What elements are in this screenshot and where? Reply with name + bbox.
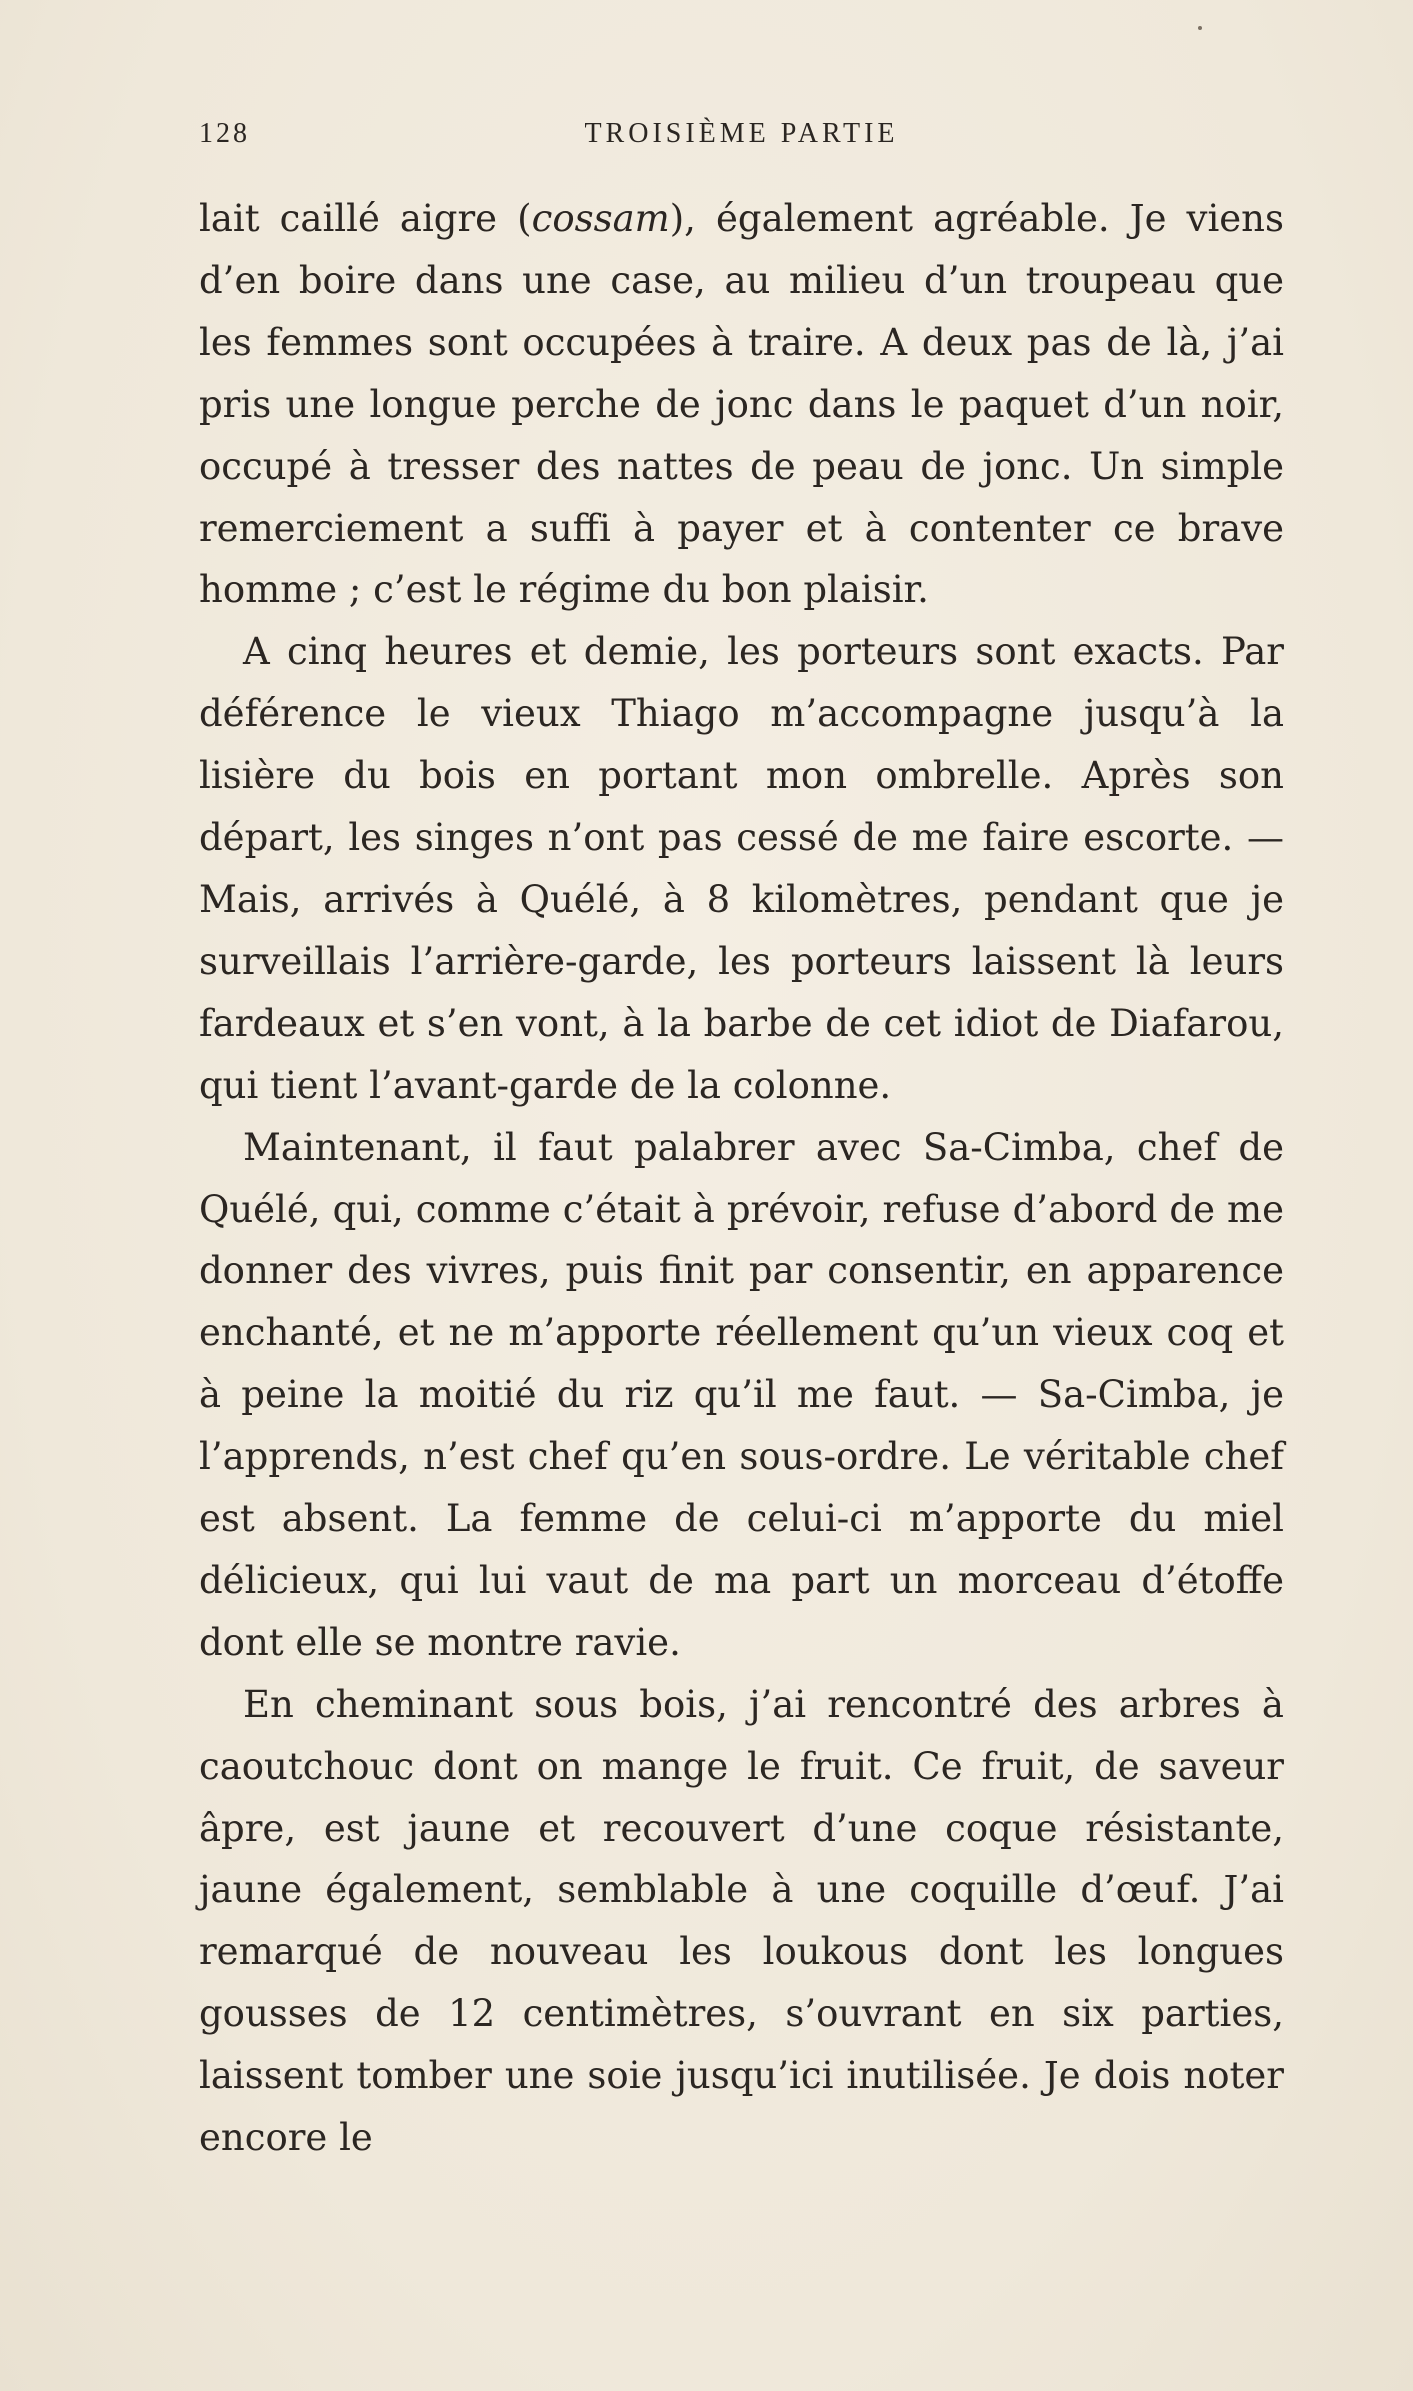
paper-speck	[1198, 26, 1202, 30]
paragraph-1	[199, 188, 1284, 621]
italic-term: cossam	[531, 197, 670, 240]
paragraph-1-rest: ), également agréable. Je viens d’en boire dans une case, au milieu d’un troupeau que les femmes sont occupées à traire. A deux pas de là, j’ai pris une longue perche de jonc dans le paquet d’un noir, occupé à tresser des nattes de peau de jonc. Un simple remerciement a suffi à payer et à contenter ce brave homme ; c’est le régime du bon plaisir.	[199, 197, 1284, 612]
page-number: 128	[199, 118, 250, 149]
body-text	[199, 188, 1284, 2169]
running-title: TROISIÈME PARTIE	[584, 118, 899, 149]
paragraph-4: En cheminant sous bois, j’ai rencontré des arbres à caoutchouc dont on mange le fruit. Ce fruit, de saveur âpre, est jaune et recouvert d’une coque résistante, jaune également, semblable à une coquille d’œuf. J’ai remarqué de nouveau les loukous dont les longues gousses de 12 centimètres, s’ouvrant en six parties, laissent tomber une soie jusqu’ici inutilisée. Je dois noter encore le	[199, 1682, 1284, 2160]
paragraph-1-start: lait caillé aigre (	[199, 197, 532, 240]
paragraph-3: Maintenant, il faut palabrer avec Sa-Cimba, chef de Quélé, qui, comme c’était à prévoir, refuse d’abord de me donner des vivres, puis finit par consentir, en apparence enchanté, et ne m’apporte réellement qu’un vieux coq et à peine la moitié du riz qu’il me faut. — Sa-Cimba, je l’apprends, n’est chef qu’en sous-ordre. Le véritable chef est absent. La femme de celui-ci m’apporte du miel délicieux, qui lui vaut de ma part un morceau d’étoffe dont elle se montre ravie.	[199, 1125, 1284, 1664]
page-header	[199, 118, 1284, 158]
paragraph-2: A cinq heures et demie, les porteurs sont exacts. Par déférence le vieux Thiago m’accompagne jusqu’à la lisière du bois en portant mon ombrelle. Après son départ, les singes n’ont pas cessé de me faire escorte. — Mais, arrivés à Quélé, à 8 kilomètres, pendant que je surveillais l’arrière-garde, les porteurs laissent là leurs fardeaux et s’en vont, à la barbe de cet idiot de Diafarou, qui tient l’avant-garde de la colonne.	[199, 630, 1284, 1107]
